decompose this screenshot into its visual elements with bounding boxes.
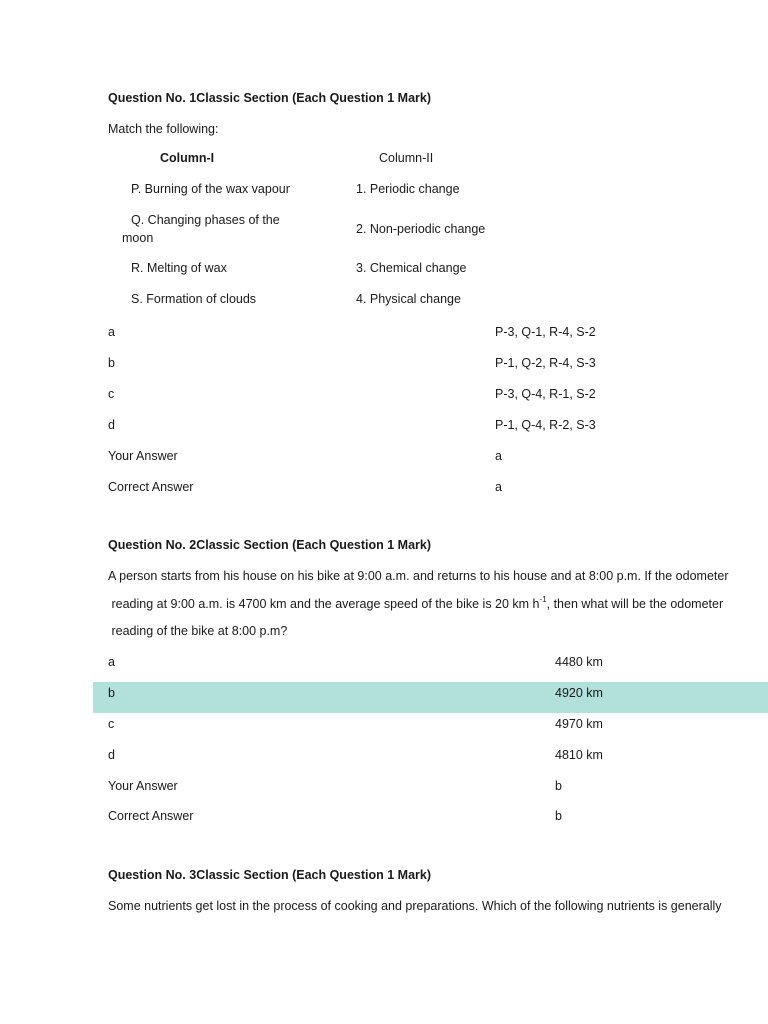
question-2-heading: Question No. 2Classic Section (Each Question 1 Mark)	[108, 538, 431, 552]
correct-answer-label: Correct Answer	[108, 809, 194, 823]
question-1-prompt: Match the following:	[108, 122, 219, 136]
question-1-heading: Question No. 1Classic Section (Each Question 1 Mark)	[108, 91, 431, 105]
superscript-exponent: -1	[539, 595, 547, 604]
option-value: 4480 km	[555, 655, 603, 669]
match-left-s: S. Formation of clouds	[131, 292, 257, 306]
option-key: d	[108, 418, 115, 432]
match-right-3: 3. Chemical change	[356, 261, 467, 275]
question-3-text-line1: Some nutrients get lost in the process of cooking and preparations. Which of the following nutrients is generally	[108, 899, 722, 913]
column-2-header: Column-II	[379, 151, 434, 165]
option-key: b	[108, 356, 115, 370]
match-left-q-line2: moon	[122, 231, 154, 245]
question-2-text-line1: A person starts from his house on his bike at 9:00 a.m. and returns to his house and at 8:00 p.m. If the odometer	[108, 569, 729, 583]
match-left-r: R. Melting of wax	[131, 261, 227, 275]
option-key: a	[108, 325, 115, 339]
question-2-text-line2-post: , then what will be the odometer	[546, 597, 724, 611]
question-2-text-line2-pre: reading at 9:00 a.m. is 4700 km and the average speed of the bike is 20 km h	[108, 597, 540, 611]
your-answer-label: Your Answer	[108, 779, 178, 793]
correct-answer-label: Correct Answer	[108, 480, 194, 494]
option-key: d	[108, 748, 115, 762]
match-left-q-line1: Q. Changing phases of the	[131, 213, 280, 227]
option-value: P-3, Q-4, R-1, S-2	[495, 387, 596, 401]
option-value: P-1, Q-2, R-4, S-3	[495, 356, 596, 370]
option-value: 4810 km	[555, 748, 603, 762]
option-key: c	[108, 717, 115, 731]
question-2-text-line3: reading of the bike at 8:00 p.m?	[108, 624, 288, 638]
correct-answer-value: b	[555, 809, 562, 823]
match-right-1: 1. Periodic change	[356, 182, 460, 196]
option-value: P-3, Q-1, R-4, S-2	[495, 325, 596, 339]
your-answer-label: Your Answer	[108, 449, 178, 463]
correct-answer-value: a	[495, 480, 502, 494]
question-2-text-line2	[108, 596, 723, 612]
question-3-heading: Question No. 3Classic Section (Each Question 1 Mark)	[108, 868, 431, 882]
option-key: a	[108, 655, 115, 669]
option-value: 4920 km	[555, 686, 603, 700]
match-right-4: 4. Physical change	[356, 292, 461, 306]
option-key: c	[108, 387, 115, 401]
option-value: P-1, Q-4, R-2, S-3	[495, 418, 596, 432]
option-key: b	[108, 686, 115, 700]
your-answer-value: b	[555, 779, 562, 793]
selected-option-highlight	[93, 682, 768, 713]
column-1-header: Column-I	[160, 151, 215, 165]
option-value: 4970 km	[555, 717, 603, 731]
match-right-2: 2. Non-periodic change	[356, 222, 486, 236]
match-left-p: P. Burning of the wax vapour	[131, 182, 290, 196]
your-answer-value: a	[495, 449, 502, 463]
